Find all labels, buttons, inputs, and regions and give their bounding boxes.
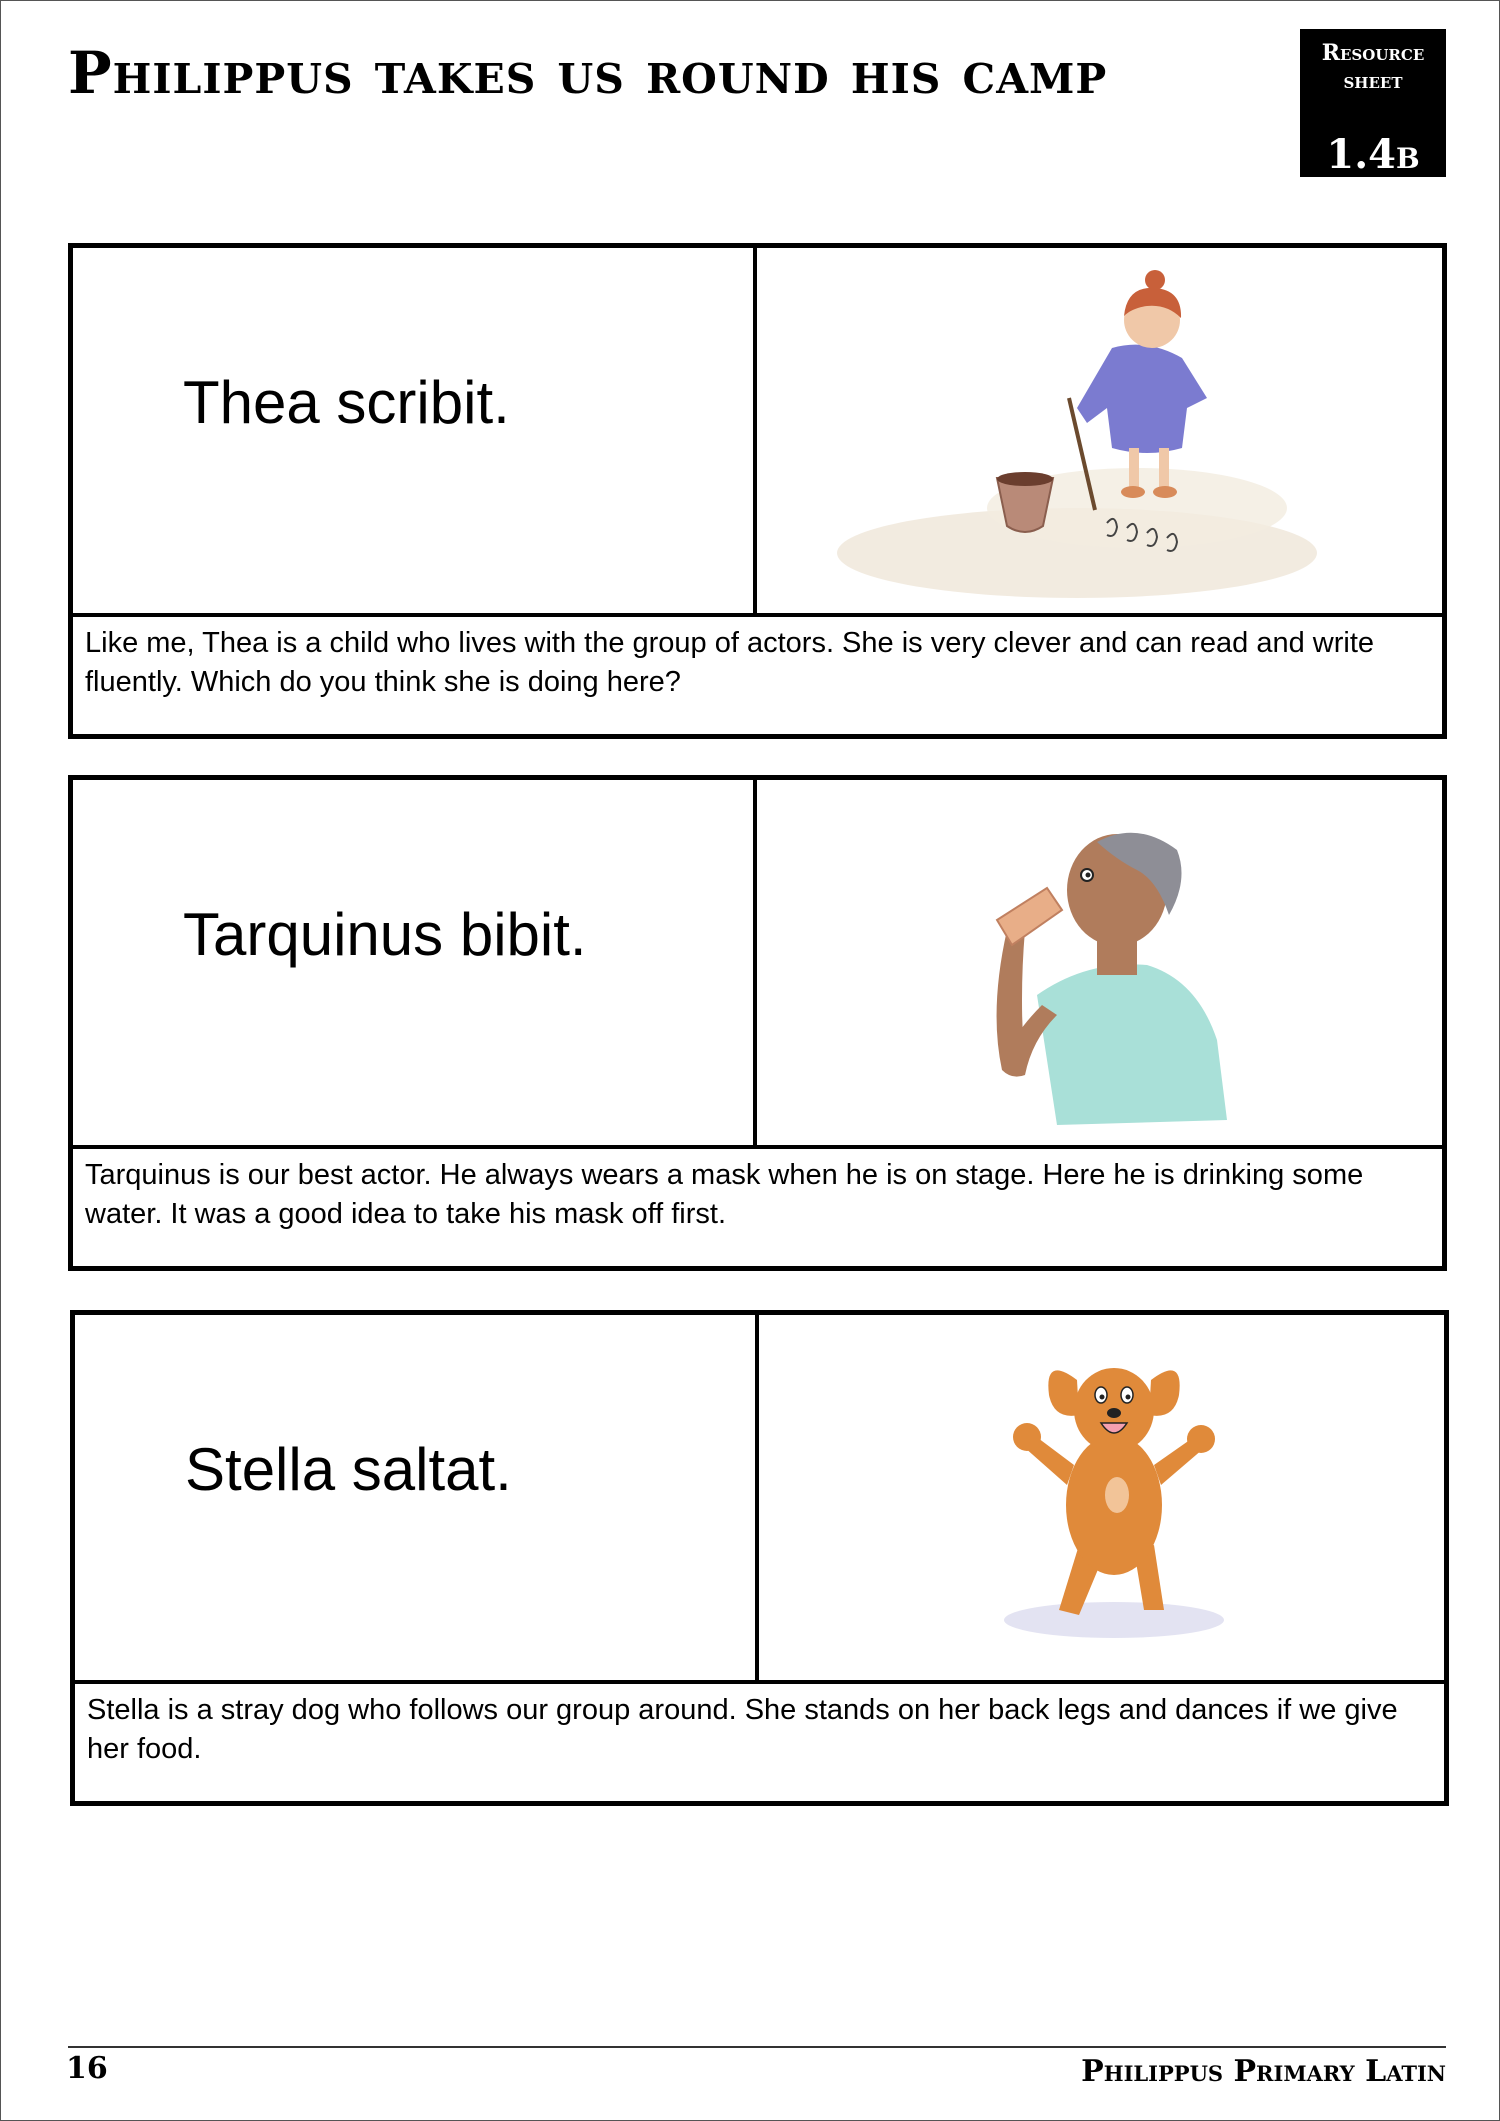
latin-sentence: Stella saltat. [185, 1436, 512, 1503]
badge-line-2: sheet [1343, 68, 1403, 94]
footer-rule [68, 2046, 1446, 2048]
badge-label [1300, 39, 1446, 95]
card-description: Like me, Thea is a child who lives with the group of actors. She is very clever and can read and write fluently. Which do you think she is doing here? [85, 627, 1374, 698]
dog-dancing-illustration [759, 1315, 1446, 1680]
girl-writing-illustration [757, 248, 1444, 613]
card-description: Stella is a stray dog who follows our group around. She stands on her back legs and dances if we give her food. [87, 1694, 1398, 1765]
resource-sheet-badge [1300, 29, 1446, 177]
badge-line-1: Resource [1321, 40, 1425, 66]
card-thea [68, 243, 1447, 739]
page-number: 16 [66, 2051, 108, 2086]
card-description: Tarquinus is our best actor. He always wears a mask when he is on stage. Here he is drinking some water. It was a good idea to take his mask off first. [85, 1159, 1364, 1230]
latin-sentence: Thea scribit. [183, 369, 510, 436]
card-tarquinus [68, 775, 1447, 1271]
badge-number: 1.4b [1326, 131, 1420, 178]
man-drinking-illustration [757, 780, 1444, 1145]
page-title: Philippus takes us round his camp [68, 39, 1108, 107]
card-stella [70, 1310, 1449, 1806]
series-title: Philippus Primary Latin [1081, 2054, 1446, 2089]
latin-sentence: Tarquinus bibit. [183, 901, 587, 968]
